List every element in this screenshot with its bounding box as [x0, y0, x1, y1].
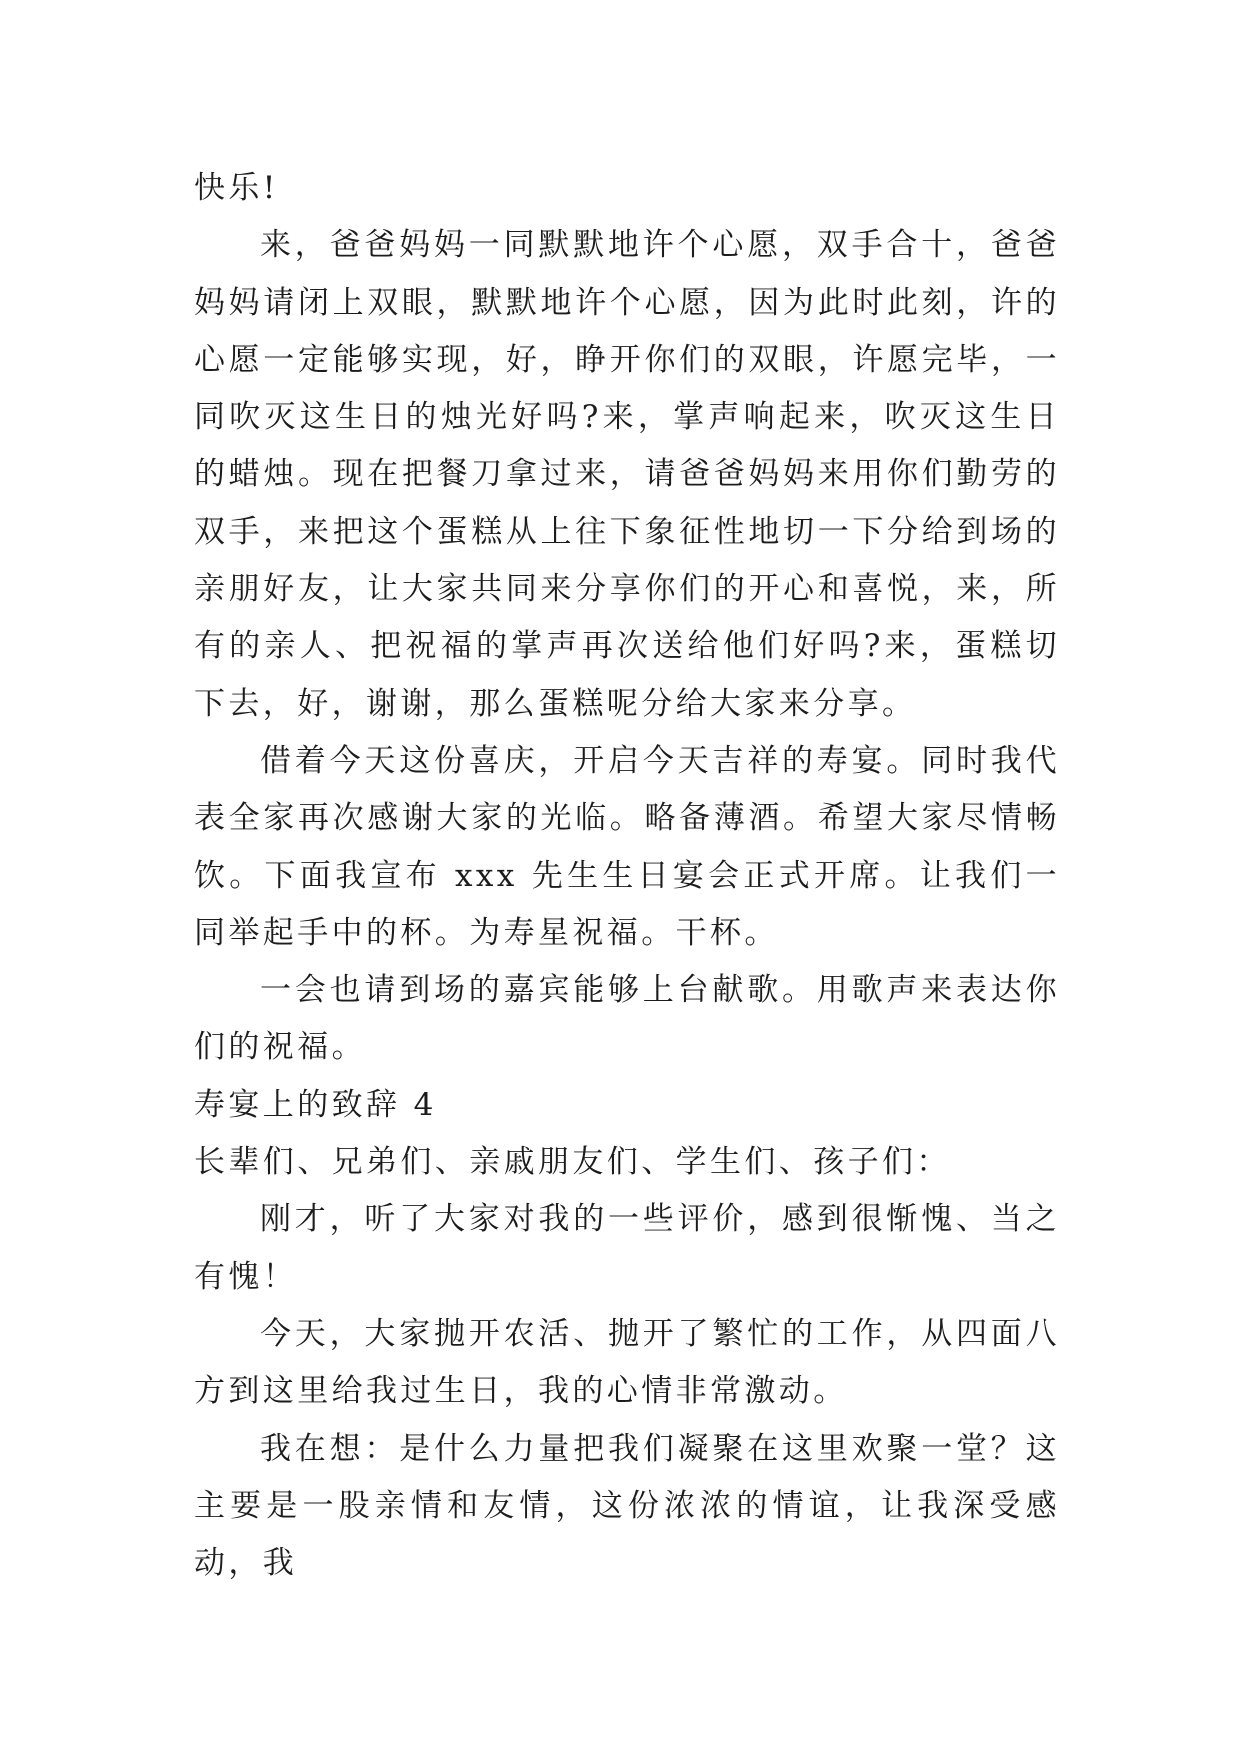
paragraph: 一会也请到场的嘉宾能够上台献歌。用歌声来表达你们的祝福。: [194, 972, 1060, 1066]
paragraph: 来，爸爸妈妈一同默默地许个心愿，双手合十，爸爸妈妈请闭上双眼，默默地许个心愿，因为此时此刻，许的心愿一定能够实现，好，睁开你们的双眼，许愿完毕，一同吹灭这生日的烛光好吗?来，掌声响起来，吹灭这生日的蜡烛。现在把餐刀拿过来，请爸爸妈妈来用你们勤劳的双手，来把这个蛋糕从上往下象征性地切一下分给到场的亲朋好友，让大家共同来分享你们的开心和喜悦，来，所有的亲人、把祝福的掌声再次送给他们好吗?来，蛋糕切下去，好，谢谢，那么蛋糕呢分给大家来分享。: [194, 227, 1060, 722]
paragraph: 今天，大家抛开农活、抛开了繁忙的工作，从四面八方到这里给我过生日，我的心情非常激动。: [194, 1315, 1060, 1410]
paragraph: 借着今天这份喜庆，开启今天吉祥的寿宴。同时我代表全家再次感谢大家的光临。略备薄酒。希望大家尽情畅饮。下面我宣布 xxx 先生生日宴会正式开席。让我们一同举起手中的杯。为寿星祝福。干杯。: [194, 742, 1060, 951]
salutation: 长辈们、兄弟们、亲戚朋友们、学生们、孩子们：: [194, 1144, 951, 1181]
section-heading: 寿宴上的致辞 4: [194, 1086, 437, 1123]
paragraph: 刚才，听了大家对我的一些评价，感到很惭愧、当之有愧！: [194, 1201, 1060, 1295]
document-body: [194, 160, 1060, 1592]
paragraph: 快乐!: [194, 170, 279, 206]
paragraph: 我在想：是什么力量把我们凝聚在这里欢聚一堂？这主要是一股亲情和友情，这份浓浓的情谊，让我深受感动，我: [194, 1430, 1060, 1582]
